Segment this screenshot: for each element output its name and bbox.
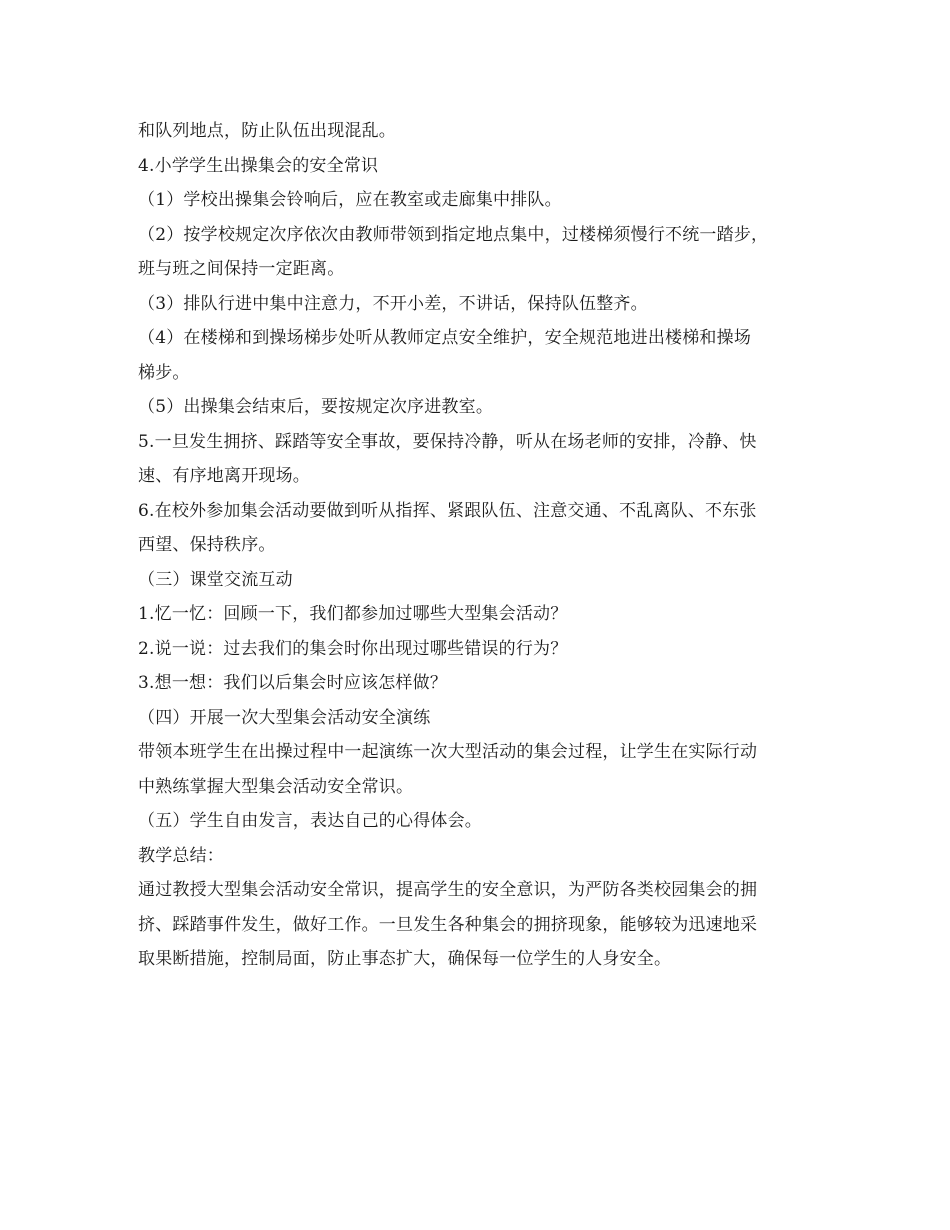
text-line: 5.一旦发生拥挤、踩踏等安全事故，要保持冷静，听从在场老师的安排，冷静、快 xyxy=(138,431,757,452)
text-line: （5）出操集会结束后，要按规定次序进教室。 xyxy=(138,397,494,417)
text-line: 通过教授大型集会活动安全常识，提高学生的安全意识，为严防各类校园集会的拥 xyxy=(138,880,758,900)
text-line: （4）在楼梯和到操场梯步处听从教师定点安全维护，安全规范地进出楼梯和操场 xyxy=(138,328,752,348)
section-heading: （四）开展一次大型集会活动安全演练 xyxy=(138,707,431,728)
text-line: 班与班之间保持一定距离。 xyxy=(138,259,345,279)
text-line: 挤、踩踏事件发生，做好工作。一旦发生各种集会的拥挤现象，能够较为迅速地采 xyxy=(138,914,758,935)
section-heading: （三）课堂交流互动 xyxy=(138,569,293,590)
text-line: 梯步。 xyxy=(138,362,190,383)
text-line: 带领本班学生在出操过程中一起演练一次大型活动的集会过程，让学生在实际行动 xyxy=(138,742,758,762)
text-line: 和队列地点，防止队伍出现混乱。 xyxy=(138,121,396,141)
text-line: （3）排队行进中集中注意力，不开小差，不讲话，保持队伍整齐。 xyxy=(138,293,648,314)
text-line: 6.在校外参加集会活动要做到听从指挥、紧跟队伍、注意交通、不乱离队、不东张 xyxy=(138,500,757,521)
text-line: 取果断措施，控制局面，防止事态扩大，确保每一位学生的人身安全。 xyxy=(138,949,672,969)
text-line: 2.说一说：过去我们的集会时你出现过哪些错误的行为？ xyxy=(138,638,568,659)
text-line: （1）学校出操集会铃响后，应在教室或走廊集中排队。 xyxy=(138,190,562,210)
text-line: 速、有序地离开现场。 xyxy=(138,466,310,486)
section-heading: 4.小学学生出操集会的安全常识 xyxy=(138,155,379,176)
section-heading: （五）学生自由发言，表达自己的心得体会。 xyxy=(138,811,482,831)
section-heading: 教学总结： xyxy=(138,845,224,866)
text-line: 西望、保持秩序。 xyxy=(138,535,276,555)
document-body xyxy=(138,114,828,977)
text-line: 1.忆一忆：回顾一下，我们都参加过哪些大型集会活动？ xyxy=(138,604,568,624)
text-line: （2）按学校规定次序依次由教师带领到指定地点集中，过楼梯须慢行不统一踏步， xyxy=(138,224,769,245)
text-line: 中熟练掌握大型集会活动安全常识。 xyxy=(138,776,414,797)
text-line: 3.想一想：我们以后集会时应该怎样做？ xyxy=(138,673,448,693)
